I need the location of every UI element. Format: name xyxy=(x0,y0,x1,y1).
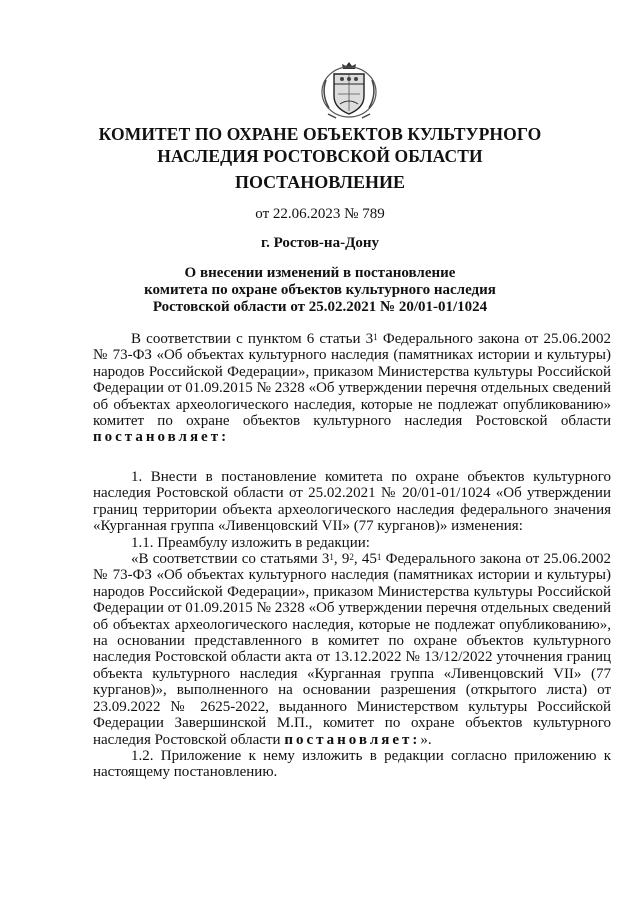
quote-end: ». xyxy=(420,731,432,748)
quote-sup-2: 2 xyxy=(349,552,354,563)
item-1-2: 1.2. Приложение к нему изложить в редакции согласно приложению к настоящему постановлению. xyxy=(93,747,611,781)
preamble-sup-1: 1 xyxy=(373,332,378,342)
quote-text-2: , 9 xyxy=(333,551,350,568)
subject-line-2: комитета по охране объектов культурного наследия xyxy=(144,282,496,298)
quoted-preamble xyxy=(93,551,611,748)
item-1-1: 1.1. Преамбулу изложить в редакции: xyxy=(131,534,370,551)
item-1: 1. Внести в постановление комитета по охране объектов культурного наследия Ростовской области от 25.02.2021 № 20/01-01/1024 «Об утверждении границ территории объекта археологического наследия федерального значения «Курганная группа «Ливенцовский VII» (77 курганов)» изменения: xyxy=(93,469,611,535)
quote-text-4: Федерального закона от 25.06.2002 № 73-ФЗ «Об объектах культурного наследия (памятниках истории и культуры) народов Российской Федерации», приказом Министерства культуры Российской Федерации от 01.09.2015 № 2328 «Об утверждении перечня отдельных сведений об объектах археологического наследия, которые не подлежат опубликованию», на основании представленного в комитет по охране объектов культурного наследия Ростовской области акта от 13.12.2022 № 13/12/2022 уточнения границ объекта культурного наследия «Курганная группа «Ливенцовский VII» (77 курганов)», выполненного на основании разрешения (открытого листа) от 23.09.2022 № 2625-2022, выданного Министерством культуры Российской Федерации Завершинской М.П., комитет по охране объектов культурного наследия Ростовской области xyxy=(93,551,612,748)
organization-name xyxy=(80,123,560,167)
document-date-number: от 22.06.2023 № 789 xyxy=(255,206,385,222)
org-line-2: НАСЛЕДИЯ РОСТОВСКОЙ ОБЛАСТИ xyxy=(157,146,483,166)
quote-text-1: «В соответствии со статьями 3 xyxy=(131,551,330,568)
preamble-paragraph xyxy=(93,331,611,446)
quote-decree-word: постановляет: xyxy=(284,731,421,748)
subject-line-3: Ростовской области от 25.02.2021 № 20/01-01/1024 xyxy=(152,299,488,315)
document-subject xyxy=(80,265,560,316)
amendments-section xyxy=(93,469,611,781)
document-city: г. Ростов-на-Дону xyxy=(260,235,380,251)
preamble-text-1: В соответствии с пунктом 6 статьи 3 xyxy=(131,331,374,347)
quote-sup-1: 1 xyxy=(329,552,334,563)
preamble-text-2: Федерального закона от 25.06.2002 № 73-ФЗ «Об объектах культурного наследия (памятниках истории и культуры) народов Российской Федерации», приказом Министерства культуры Российской Федерации от 01.09.2015 № 2328 «Об утверждении перечня отдельных сведений об объектах археологического наследия, которые не подлежат опубликованию» комитет по охране объектов культурного наследия Ростовской области xyxy=(93,331,611,430)
org-line-1: КОМИТЕТ ПО ОХРАНЕ ОБЪЕКТОВ КУЛЬТУРНОГО xyxy=(98,124,542,144)
decree-word: постановляет: xyxy=(93,429,230,446)
quote-text-3: , 45 xyxy=(353,551,377,568)
quote-sup-3: 1 xyxy=(376,552,382,563)
document-type: ПОСТАНОВЛЕНИЕ xyxy=(234,172,406,192)
rostov-oblast-coat-of-arms-icon xyxy=(318,58,380,122)
subject-line-1: О внесении изменений в постановление xyxy=(184,265,456,281)
